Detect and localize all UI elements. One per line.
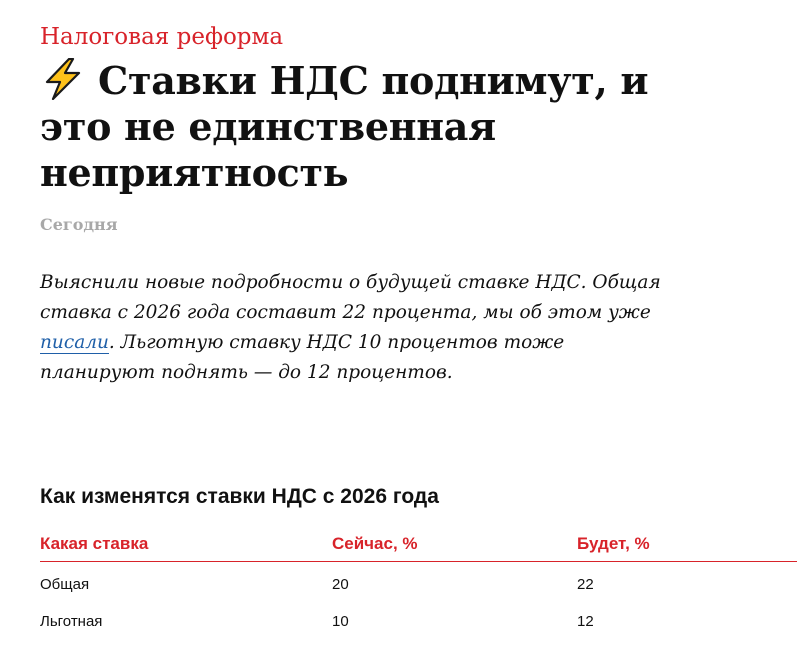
- table-row: [40, 562, 797, 604]
- cell-current-value: 10: [332, 613, 349, 630]
- lead-text-start: Выяснили новые подробности о будущей ставке НДС. Общая ставка с 2026 года составит 22 процента, мы об этом уже: [40, 272, 661, 323]
- table-header-row: [40, 527, 797, 562]
- headline-text: Ставки НДС поднимут, и это не единственная неприятность: [40, 58, 649, 195]
- vat-rates-table: [40, 527, 797, 640]
- lightning-bolt-icon: [40, 58, 86, 100]
- column-header-rate-type: Какая ставка: [40, 527, 332, 562]
- lead-text-end: . Льготную ставку НДС 10 процентов тоже планируют поднять — до 12 процентов.: [40, 332, 565, 383]
- publish-date: Сегодня: [40, 215, 118, 234]
- cell-current-value: 20: [332, 576, 349, 593]
- table-title: Как изменятся ставки НДС с 2026 года: [40, 485, 439, 508]
- headline: [40, 58, 660, 196]
- lead-paragraph: [40, 268, 675, 388]
- column-header-current: Сейчас, %: [332, 527, 577, 562]
- cell-rate-type: Общая: [40, 576, 90, 593]
- cell-future-value: 22: [577, 576, 594, 593]
- column-header-future: Будет, %: [577, 527, 797, 562]
- cell-future-value: 12: [577, 613, 594, 630]
- table-row: [40, 603, 797, 640]
- cell-rate-type: Льготная: [40, 613, 103, 630]
- wrote-link[interactable]: писали: [40, 332, 109, 353]
- rubric-link[interactable]: Налоговая реформа: [40, 24, 284, 50]
